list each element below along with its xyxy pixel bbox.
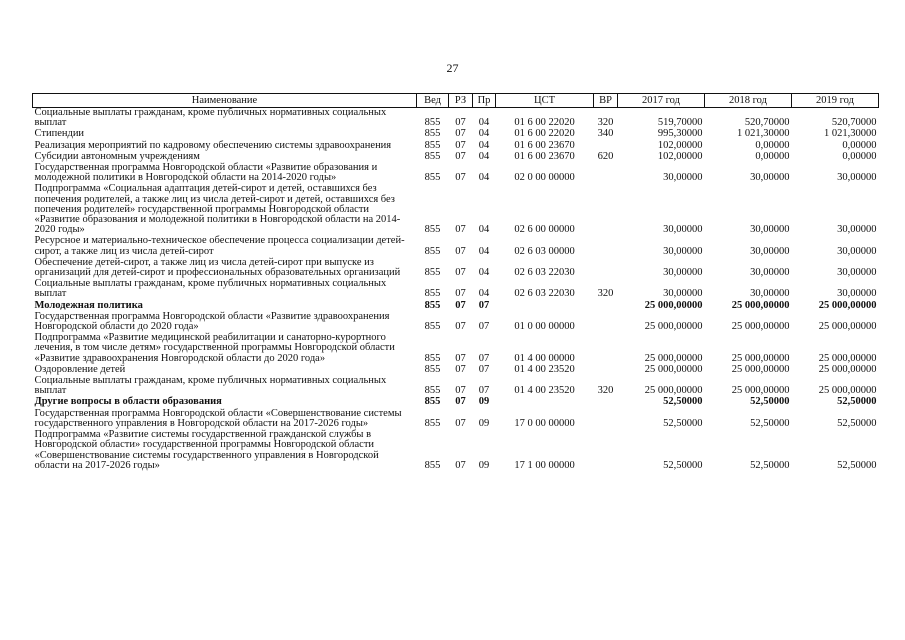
cell-ved: 855 [424, 363, 441, 375]
cell-cst: 01 4 00 00000 [514, 352, 575, 364]
cell-name: Субсидии автономным учреждениям [34, 150, 200, 162]
cell-y2019: 52,50000 [837, 459, 877, 471]
table-row [33, 163, 879, 184]
cell-ved: 855 [424, 172, 441, 184]
cell-vr [594, 409, 618, 430]
cell-y2018: 25 000,00000 [731, 299, 790, 311]
cell-y2019: 25 000,00000 [818, 363, 877, 375]
cell-pr: 04 [478, 172, 490, 184]
cell-y2019: 30,00000 [837, 245, 877, 257]
cell-y2018: 25 000,00000 [731, 352, 790, 364]
cell-y2017: 102,00000 [657, 139, 703, 151]
cell-pr: 07 [478, 363, 490, 375]
cell-cst: 01 4 00 23520 [514, 385, 575, 397]
cell-cst: 17 0 00 00000 [514, 417, 575, 429]
cell-y2019: 30,00000 [837, 224, 877, 236]
cell-pr: 07 [478, 352, 490, 364]
cell-y2018: 25 000,00000 [731, 363, 790, 375]
cell-ved: 855 [424, 139, 441, 151]
cell-vr: 340 [597, 128, 614, 140]
cell-cst: 01 6 00 23670 [514, 150, 575, 162]
cell-rz: 07 [455, 150, 466, 162]
header-2017: 2017 год [618, 94, 705, 108]
cell-ved: 855 [424, 267, 441, 279]
cell-rz: 07 [455, 245, 466, 257]
cell-name: Реализация мероприятий по кадровому обеспечению системы здравоохранения [34, 139, 392, 151]
cell-pr: 04 [478, 288, 490, 300]
cell-cst: 01 4 00 23520 [514, 363, 575, 375]
cell-y2018: 30,00000 [750, 224, 790, 236]
cell-pr: 04 [478, 150, 490, 162]
budget-table [32, 93, 879, 472]
cell-y2019: 0,00000 [842, 139, 877, 151]
cell-name: Ресурсное и материально-техническое обеспечение процесса социализации детей-сирот, а также лиц из числа детей-сирот [34, 235, 405, 257]
cell-y2017: 30,00000 [663, 267, 703, 279]
cell-y2017: 25 000,00000 [644, 385, 703, 397]
cell-ved: 855 [424, 288, 441, 300]
cell-cst: 01 6 00 22020 [514, 117, 575, 129]
cell-rz: 07 [455, 117, 466, 129]
cell-rz: 07 [455, 385, 466, 397]
cell-vr [594, 258, 618, 279]
cell-rz: 07 [455, 459, 466, 471]
header-cst: ЦСТ [496, 94, 594, 108]
table-row [33, 430, 879, 472]
cell-rz: 07 [455, 172, 466, 184]
cell-cst: 02 6 03 22030 [514, 267, 575, 279]
header-ved: Вед [417, 94, 449, 108]
cell-y2017: 52,50000 [663, 396, 703, 408]
cell-rz: 07 [455, 299, 466, 311]
cell-y2017: 102,00000 [657, 150, 703, 162]
cell-y2017: 30,00000 [663, 172, 703, 184]
cell-y2018: 30,00000 [750, 245, 790, 257]
cell-cst: 01 0 00 00000 [514, 321, 575, 333]
cell-y2017: 519,70000 [657, 117, 703, 129]
cell-y2018: 52,50000 [750, 396, 790, 408]
cell-y2019: 30,00000 [837, 172, 877, 184]
cell-cst: 17 1 00 00000 [514, 459, 575, 471]
cell-name: Оздоровление детей [34, 363, 126, 375]
cell-y2018: 0,00000 [755, 150, 790, 162]
cell-pr: 07 [478, 321, 490, 333]
cell-y2017: 30,00000 [663, 224, 703, 236]
cell-y2017: 52,50000 [663, 417, 703, 429]
cell-y2019: 1 021,30000 [824, 128, 877, 140]
cell-ved: 855 [424, 245, 441, 257]
cell-rz: 07 [455, 139, 466, 151]
cell-pr: 09 [478, 396, 490, 408]
cell-y2019: 25 000,00000 [818, 299, 877, 311]
cell-rz: 07 [455, 267, 466, 279]
cell-name: Подпрограмма «Развитие медицинской реабилитации и санаторно-курортного лечения, в том числе детям» государственной программы Новгородской области «Развитие здравоохранения Новгородской области до 2020 года» [34, 332, 395, 364]
cell-cst: 02 6 03 00000 [514, 245, 575, 257]
cell-vr [594, 301, 618, 312]
table-row [33, 409, 879, 430]
cell-name: Государственная программа Новгородской области «Развитие образования и молодежной политики в Новгородской области на 2014-2020 годы» [34, 162, 378, 184]
cell-y2019: 52,50000 [837, 417, 877, 429]
cell-rz: 07 [455, 396, 466, 408]
cell-cst: 02 0 00 00000 [514, 172, 575, 184]
cell-y2019: 25 000,00000 [818, 321, 877, 333]
cell-y2017: 25 000,00000 [644, 363, 703, 375]
cell-pr: 04 [478, 128, 490, 140]
cell-ved: 855 [424, 224, 441, 236]
cell-y2018: 1 021,30000 [737, 128, 790, 140]
cell-y2018: 30,00000 [750, 267, 790, 279]
cell-y2019: 30,00000 [837, 288, 877, 300]
cell-ved: 855 [424, 352, 441, 364]
cell-rz: 07 [455, 321, 466, 333]
cell-ved: 855 [424, 150, 441, 162]
cell-y2017: 25 000,00000 [644, 321, 703, 333]
cell-rz: 07 [455, 363, 466, 375]
cell-rz: 07 [455, 352, 466, 364]
table-row [33, 258, 879, 279]
header-vr: ВР [594, 94, 618, 108]
cell-name: Другие вопросы в области образования [34, 396, 222, 408]
cell-y2019: 30,00000 [837, 267, 877, 279]
cell-y2018: 0,00000 [755, 139, 790, 151]
cell-vr [594, 333, 618, 365]
header-2018: 2018 год [705, 94, 792, 108]
cell-rz: 07 [455, 417, 466, 429]
cell-ved: 855 [424, 417, 441, 429]
cell-vr [594, 312, 618, 333]
cell-cst: 01 6 00 22020 [514, 128, 575, 140]
cell-rz: 07 [455, 288, 466, 300]
page-number: 27 [446, 61, 459, 75]
cell-ved: 855 [424, 117, 441, 129]
table-header-row [33, 94, 879, 108]
cell-y2018: 25 000,00000 [731, 385, 790, 397]
cell-ved: 855 [424, 459, 441, 471]
header-pr: Пр [473, 94, 496, 108]
table-row [33, 333, 879, 365]
cell-vr [594, 236, 618, 257]
cell-y2017: 30,00000 [663, 288, 703, 300]
cell-name: Государственная программа Новгородской области «Совершенствование системы государственного управления в Новгородской области на 2017-2026 годы» [34, 407, 402, 429]
cell-y2019: 52,50000 [837, 396, 877, 408]
cell-vr [594, 163, 618, 184]
cell-name: Молодежная политика [34, 299, 143, 311]
cell-pr: 07 [478, 299, 490, 311]
header-rz: РЗ [449, 94, 473, 108]
table-row [33, 279, 879, 300]
cell-y2017: 30,00000 [663, 245, 703, 257]
cell-rz: 07 [455, 224, 466, 236]
cell-cst: 02 6 00 00000 [514, 224, 575, 236]
cell-vr [594, 430, 618, 472]
cell-ved: 855 [424, 299, 441, 311]
cell-pr: 04 [478, 245, 490, 257]
cell-y2018: 520,70000 [744, 117, 790, 129]
cell-pr: 07 [478, 385, 490, 397]
cell-pr: 09 [478, 417, 490, 429]
cell-cst: 02 6 03 22030 [514, 288, 575, 300]
table-row [33, 376, 879, 397]
cell-y2018: 25 000,00000 [731, 321, 790, 333]
cell-y2019: 25 000,00000 [818, 352, 877, 364]
cell-cst [496, 301, 594, 312]
table-row [33, 129, 879, 140]
cell-y2017: 52,50000 [663, 459, 703, 471]
cell-ved: 855 [424, 128, 441, 140]
cell-name: Социальные выплаты гражданам, кроме публичных нормативных социальных выплат [34, 107, 387, 129]
header-name: Наименование [33, 94, 417, 108]
cell-y2017: 25 000,00000 [644, 299, 703, 311]
cell-name: Стипендии [34, 128, 85, 140]
cell-cst: 01 6 00 23670 [514, 139, 575, 151]
cell-name: Подпрограмма «Социальная адаптация детей-сирот и детей, оставшихся без попечения родителей, а также лиц из числа детей-сирот и детей, оставшихся без попечения родителей» государственной программы Новгородской области «Развитие образования и молодежной политики в Новгородской области на 2014-2020 годы» [34, 183, 401, 236]
cell-name: Обеспечение детей-сирот, а также лиц из числа детей-сирот при выпуске из организаций для детей-сирот и профессиональных образовательных организаций [34, 256, 401, 279]
cell-y2017: 25 000,00000 [644, 352, 703, 364]
cell-y2018: 52,50000 [750, 417, 790, 429]
cell-ved: 855 [424, 321, 441, 333]
table-row [33, 312, 879, 333]
cell-vr [594, 397, 618, 408]
cell-pr: 09 [478, 459, 490, 471]
cell-name: Подпрограмма «Развитие системы государственной гражданской службы в Новгородской области» государственной программы Новгородской области «Совершенствование системы государственного управления в Новгородской области на 2017-2026 годы» [34, 429, 379, 471]
cell-name: Социальные выплаты гражданам, кроме публичных нормативных социальных выплат [34, 278, 387, 300]
cell-y2018: 30,00000 [750, 172, 790, 184]
cell-vr [594, 184, 618, 236]
cell-cst [496, 397, 594, 408]
cell-y2018: 52,50000 [750, 459, 790, 471]
cell-ved: 855 [424, 385, 441, 397]
table-row [33, 108, 879, 130]
cell-name: Государственная программа Новгородской области «Развитие здравоохранения Новгородской области до 2020 года» [34, 310, 390, 333]
cell-y2018: 30,00000 [750, 288, 790, 300]
cell-y2019: 25 000,00000 [818, 385, 877, 397]
cell-y2019: 0,00000 [842, 150, 877, 162]
cell-pr: 04 [478, 139, 490, 151]
table-row [33, 236, 879, 257]
cell-y2017: 995,30000 [657, 128, 703, 140]
cell-pr: 04 [478, 267, 490, 279]
cell-vr: 620 [597, 150, 614, 162]
cell-vr [594, 365, 618, 376]
cell-name: Социальные выплаты гражданам, кроме публичных нормативных социальных выплат [34, 375, 387, 397]
cell-pr: 04 [478, 117, 490, 129]
table-row [33, 184, 879, 236]
cell-ved: 855 [424, 396, 441, 408]
cell-vr: 320 [597, 385, 614, 397]
cell-vr: 320 [597, 117, 614, 129]
table-body [33, 108, 879, 472]
cell-vr: 320 [597, 288, 614, 300]
cell-rz: 07 [455, 128, 466, 140]
header-2019: 2019 год [792, 94, 879, 108]
cell-pr: 04 [478, 224, 490, 236]
cell-y2019: 520,70000 [831, 117, 877, 129]
table-row [33, 397, 879, 408]
